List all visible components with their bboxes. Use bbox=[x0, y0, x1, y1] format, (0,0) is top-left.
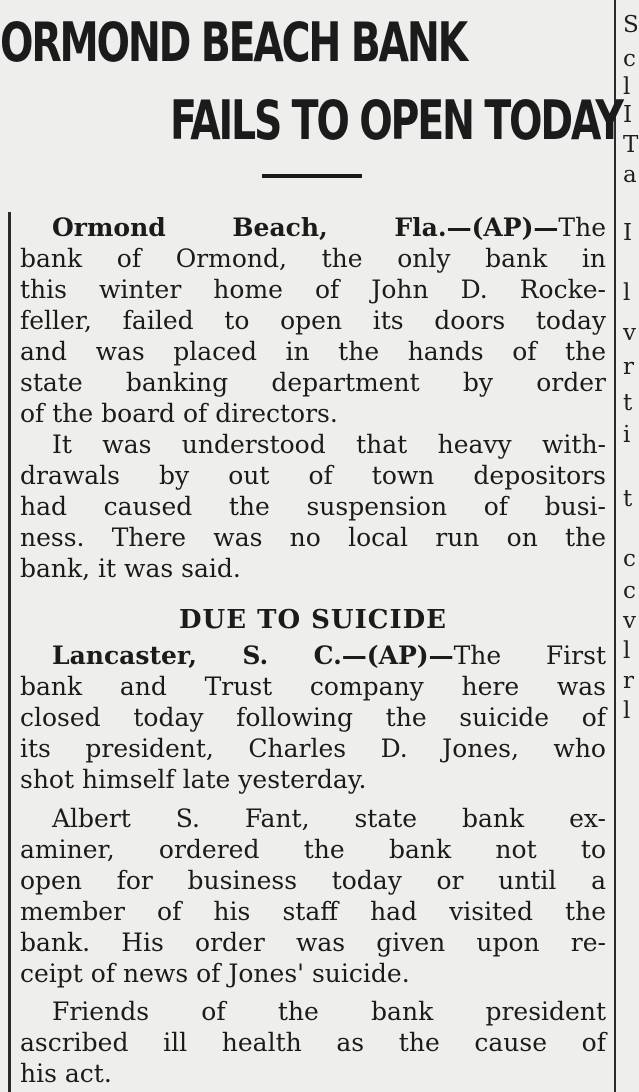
article-2-line: Lancaster, S. C.—(AP)—The First bbox=[52, 641, 606, 670]
article-1-line: this winter home of John D. Rocke- bbox=[20, 275, 606, 304]
fragment-letter: T bbox=[623, 132, 639, 158]
fragment-letter: t bbox=[623, 486, 633, 512]
fragment-letter: I bbox=[623, 102, 633, 128]
adjacent-column-fragment bbox=[619, 0, 639, 1092]
article-2-line: closed today following the suicide of bbox=[20, 703, 606, 732]
fragment-letter: S bbox=[623, 12, 639, 38]
fragment-letter: v bbox=[623, 320, 636, 346]
article-1-line: of the board of directors. bbox=[20, 399, 338, 428]
article-1-line: and was placed in the hands of the bbox=[20, 337, 606, 366]
fragment-letter: v bbox=[623, 608, 636, 634]
headline-divider bbox=[262, 174, 362, 178]
dateline: Lancaster, S. C.—(AP)— bbox=[52, 641, 454, 670]
fragment-letter: r bbox=[623, 354, 634, 380]
article-2-line: Friends of the bank president bbox=[52, 997, 606, 1026]
article-2-line: Albert S. Fant, state bank ex- bbox=[52, 804, 606, 833]
fragment-letter: c bbox=[623, 578, 636, 604]
article-2-line: bank. His order was given upon re- bbox=[20, 928, 606, 957]
fragment-letter: r bbox=[623, 668, 634, 694]
article-2-line: aminer, ordered the bank not to bbox=[20, 835, 606, 864]
article-2-line: its president, Charles D. Jones, who bbox=[20, 734, 606, 763]
column-rule-left bbox=[8, 212, 11, 1092]
fragment-letter: l bbox=[623, 280, 631, 306]
fragment-letter: a bbox=[623, 162, 637, 188]
article-1-line: Ormond Beach, Fla.—(AP)—The bbox=[52, 213, 606, 242]
headline-line-2: FAILS TO OPEN TODAY bbox=[170, 89, 622, 152]
article-2-line: his act. bbox=[20, 1059, 112, 1088]
article-1-line: bank of Ormond, the only bank in bbox=[20, 244, 606, 273]
article-2-line: member of his staff had visited the bbox=[20, 897, 606, 926]
subhead: DUE TO SUICIDE bbox=[179, 605, 447, 635]
article-1-line: drawals by out of town depositors bbox=[20, 461, 606, 490]
fragment-letter: l bbox=[623, 638, 631, 664]
fragment-letter: l bbox=[623, 698, 631, 724]
article-2-line: ascribed ill health as the cause of bbox=[20, 1028, 606, 1057]
fragment-letter: t bbox=[623, 390, 633, 416]
headline-line-1: ORMOND BEACH BANK bbox=[0, 11, 467, 74]
fragment-letter: i bbox=[623, 422, 631, 448]
article-1-line: state banking department by order bbox=[20, 368, 606, 397]
fragment-letter: l bbox=[623, 74, 631, 100]
article-1-line: bank, it was said. bbox=[20, 554, 241, 583]
article-2-line: bank and Trust company here was bbox=[20, 672, 606, 701]
dateline: Ormond Beach, Fla.—(AP)— bbox=[52, 213, 559, 242]
fragment-letter: c bbox=[623, 46, 636, 72]
fragment-letter: I bbox=[623, 220, 633, 246]
article-2-line: shot himself late yesterday. bbox=[20, 765, 367, 794]
article-1-line: feller, failed to open its doors today bbox=[20, 306, 606, 335]
article-1-line: It was understood that heavy with- bbox=[52, 430, 606, 459]
article-2-line: open for business today or until a bbox=[20, 866, 606, 895]
fragment-letter: c bbox=[623, 546, 636, 572]
column-rule-right bbox=[614, 0, 616, 1092]
article-1-line: had caused the suspension of busi- bbox=[20, 492, 606, 521]
article-1-line: ness. There was no local run on the bbox=[20, 523, 606, 552]
article-2-line: ceipt of news of Jones' suicide. bbox=[20, 959, 410, 988]
